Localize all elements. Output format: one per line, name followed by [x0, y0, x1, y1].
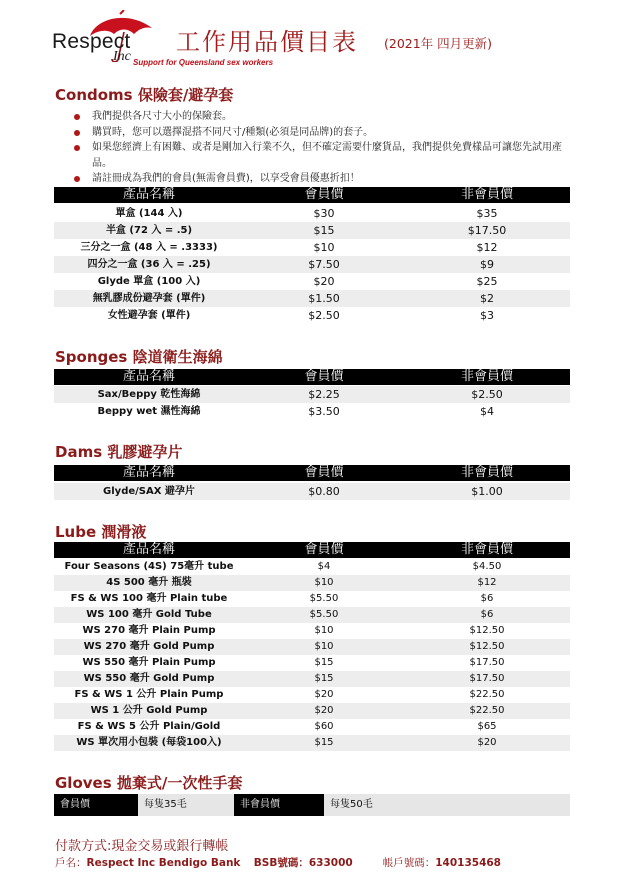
member-price: $1.50 [308, 292, 340, 305]
section-title-sponges: Sponges 陰道衛生海綿 [55, 348, 223, 366]
product-name: FS & WS 5 公升 Plain/Gold [77, 721, 221, 732]
table-row [54, 386, 570, 403]
product-name: 女性避孕套 (單件) [107, 310, 191, 321]
col-header-nonmember: 非會員價 [460, 465, 513, 480]
table-row [54, 222, 570, 239]
page-subtitle: (2021年 四月更新) [384, 36, 493, 51]
member-price: $5.50 [309, 593, 339, 604]
acct-number: 140135468 [435, 857, 501, 869]
bsb-number: 633000 [308, 857, 353, 869]
nonmember-price: $12 [477, 577, 497, 588]
table-row [54, 655, 570, 671]
col-header-product: 產品名稱 [122, 542, 175, 557]
col-header-nonmember: 非會員價 [460, 187, 513, 202]
page-title: 工作用品價目表 [176, 28, 358, 56]
nonmember-price: $25 [476, 275, 498, 288]
gloves-nonmember-value: 每隻50毛 [324, 794, 570, 816]
col-header-member: 會員價 [304, 465, 344, 480]
nonmember-price: $12.50 [469, 625, 505, 636]
nonmember-price: $22.50 [469, 689, 505, 700]
nonmember-price: $12 [476, 241, 498, 254]
col-header-nonmember: 非會員價 [460, 369, 513, 384]
member-price: $15 [314, 657, 334, 668]
col-header-product: 產品名稱 [122, 369, 175, 384]
member-price: $60 [314, 721, 334, 732]
product-name: WS 550 毫升 Gold Pump [83, 673, 215, 684]
member-price: $10 [314, 577, 334, 588]
condoms-notes [74, 109, 574, 187]
note-text: 我們提供各尺寸大小的保險套。 [92, 111, 232, 122]
table-row [54, 575, 570, 591]
account-name: Respect Inc Bendigo Bank [86, 857, 241, 869]
bsb-label: BSB號碼： [253, 857, 309, 869]
table-row [54, 703, 570, 719]
table-row [54, 687, 570, 703]
table-row [54, 403, 570, 420]
bullet-dot-icon [74, 145, 80, 151]
nonmember-price: $17.50 [467, 224, 507, 237]
product-name: 無乳膠成份避孕套 (單件) [92, 293, 206, 304]
note-item [74, 140, 574, 171]
nonmember-price: $9 [480, 258, 494, 271]
gloves-price-row [54, 794, 570, 816]
member-price: $5.50 [309, 609, 339, 620]
nonmember-price: $3 [480, 309, 494, 322]
member-price: $3.50 [308, 405, 340, 418]
table-row [54, 639, 570, 655]
logo-inc: Inc [113, 49, 131, 64]
condoms-table-header [54, 187, 570, 203]
payment-details [55, 855, 501, 870]
product-name: WS 270 毫升 Plain Pump [82, 625, 216, 636]
bullet-dot-icon [74, 114, 80, 120]
member-price: $10 [314, 641, 334, 652]
nonmember-price: $6 [480, 593, 494, 604]
note-item [74, 109, 574, 125]
section-title-gloves: Gloves 拋棄式/一次性手套 [55, 774, 243, 792]
member-price: $2.50 [308, 309, 340, 322]
table-row [54, 735, 570, 751]
table-row [54, 607, 570, 623]
col-header-member: 會員價 [304, 187, 344, 202]
note-text: 購買時，您可以選擇混搭不同尺寸/種類(必須是同品牌)的套子。 [92, 126, 374, 138]
col-header-member: 會員價 [304, 542, 344, 557]
member-price: $10 [313, 241, 335, 254]
table-row [54, 307, 570, 324]
table-row [54, 559, 570, 575]
product-name: FS & WS 100 毫升 Plain tube [70, 593, 228, 604]
section-title-lube: Lube 潤滑液 [55, 523, 147, 541]
nonmember-price: $2.50 [471, 388, 503, 401]
nonmember-price: $2 [480, 292, 494, 305]
col-header-member: 會員價 [304, 369, 344, 384]
gloves-member-label: 會員價 [54, 794, 138, 816]
member-price: $20 [314, 705, 334, 716]
member-price: $7.50 [308, 258, 340, 271]
product-name: FS & WS 1 公升 Plain Pump [74, 689, 224, 700]
nonmember-price: $12.50 [469, 641, 505, 652]
account-label: 戶名： [55, 857, 87, 869]
product-name: Glyde/SAX 避孕片 [103, 486, 195, 497]
col-header-product: 產品名稱 [122, 465, 175, 480]
member-price: $20 [313, 275, 335, 288]
section-title-condoms: Condoms 保險套/避孕套 [55, 86, 234, 104]
nonmember-price: $1.00 [471, 485, 503, 498]
dams-table-header [54, 465, 570, 481]
product-name: Sax/Beppy 乾性海綿 [97, 389, 201, 400]
product-name: WS 100 毫升 Gold Tube [86, 609, 212, 620]
table-row [54, 483, 570, 500]
member-price: $15 [314, 673, 334, 684]
gloves-member-value: 每隻35毛 [138, 794, 240, 816]
table-row [54, 290, 570, 307]
note-text: 請註冊成為我們的會員(無需會員費)，以享受會員優惠折扣！ [92, 173, 360, 184]
table-row [54, 591, 570, 607]
member-price: $2.25 [308, 388, 340, 401]
product-name: 4S 500 毫升 瓶裝 [106, 577, 192, 588]
nonmember-price: $20 [477, 737, 497, 748]
nonmember-price: $22.50 [469, 705, 505, 716]
product-name: 三分之一盒 (48 入 = .3333) [80, 242, 218, 253]
product-name: WS 550 毫升 Plain Pump [82, 657, 216, 668]
table-row [54, 239, 570, 256]
table-row [54, 623, 570, 639]
logo-tagline: Support for Queensland sex workers [133, 58, 274, 67]
table-row [54, 719, 570, 735]
nonmember-price: $17.50 [469, 673, 505, 684]
nonmember-price: $35 [476, 207, 498, 220]
member-price: $10 [314, 625, 334, 636]
col-header-product: 產品名稱 [122, 187, 175, 202]
product-name: WS 單次用小包裝 (每袋100入) [76, 737, 222, 748]
sponges-table-header [54, 369, 570, 385]
table-row [54, 256, 570, 273]
lube-table-header [54, 542, 570, 558]
note-text: 如果您經濟上有困難、或者是剛加入行業不久，但不確定需要什麼貨品，我們提供免費樣品可讓您先試用產品。 [92, 142, 562, 169]
product-name: 半盒 (72 入 = .5) [105, 225, 193, 236]
bullet-dot-icon [74, 176, 80, 182]
member-price: $15 [313, 224, 335, 237]
nonmember-price: $17.50 [469, 657, 505, 668]
member-price: $20 [314, 689, 334, 700]
gloves-nonmember-label: 非會員價 [234, 794, 324, 816]
member-price: $15 [314, 737, 334, 748]
bullet-dot-icon [74, 130, 80, 136]
table-row [54, 273, 570, 290]
member-price: $0.80 [308, 485, 340, 498]
note-item [74, 125, 574, 141]
nonmember-price: $6 [480, 609, 494, 620]
product-name: 單盒 (144 入) [115, 208, 183, 219]
section-title-dams: Dams 乳膠避孕片 [55, 443, 183, 461]
member-price: $30 [313, 207, 335, 220]
nonmember-price: $4.50 [472, 561, 502, 572]
product-name: Beppy wet 濕性海綿 [97, 406, 201, 417]
note-item [74, 171, 574, 187]
product-name: WS 270 毫升 Gold Pump [83, 641, 215, 652]
product-name: WS 1 公升 Gold Pump [90, 705, 208, 716]
product-name: 四分之一盒 (36 入 = .25) [87, 259, 211, 270]
col-header-nonmember: 非會員價 [460, 542, 513, 557]
payment-title: 付款方式:現金交易或銀行轉帳 [55, 839, 229, 854]
acct-no-label: 帳戶號碼： [382, 857, 436, 869]
nonmember-price: $4 [480, 405, 494, 418]
logo-wordmark: Respect [52, 30, 131, 53]
product-name: Four Seasons (4S) 75毫升 tube [64, 561, 234, 572]
member-price: $4 [317, 561, 331, 572]
table-row [54, 205, 570, 222]
product-name: Glyde 單盒 (100 入) [97, 276, 201, 287]
table-row [54, 671, 570, 687]
nonmember-price: $65 [477, 721, 497, 732]
